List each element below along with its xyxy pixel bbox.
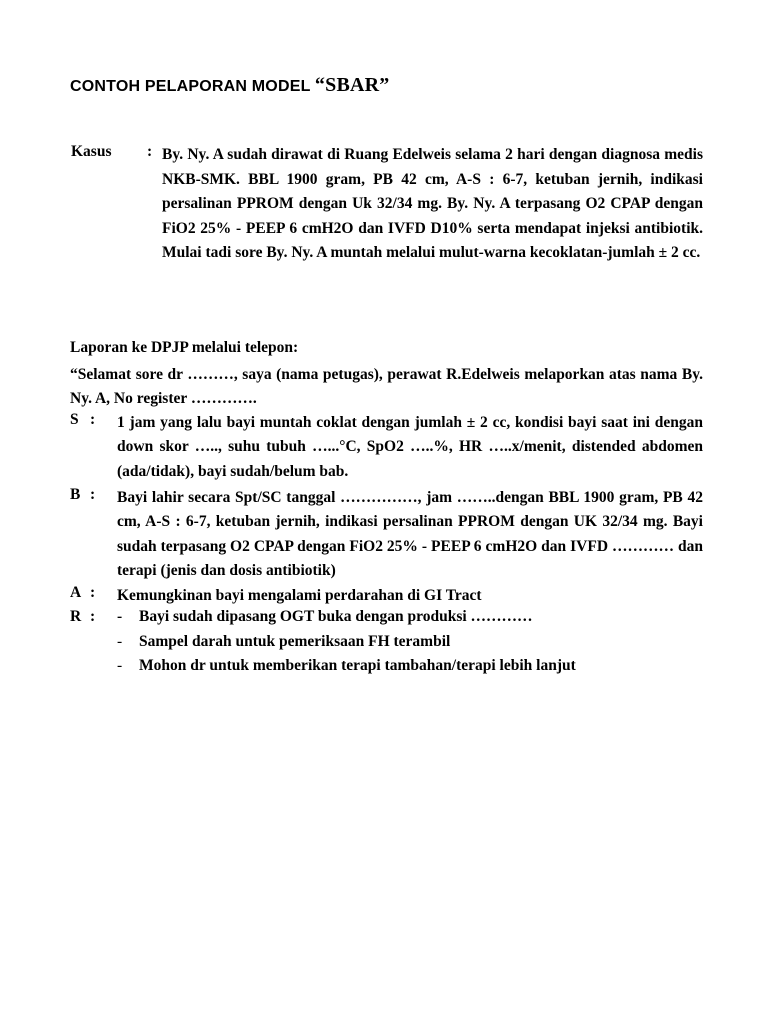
sbar-letter-a: A [70,584,82,601]
list-dash: - [117,608,123,625]
sbar-background-text: Bayi lahir secara Spt/SC tanggal ……………, jam ……..dengan BBL 1900 gram, PB 42 cm, A-S : 6-7, ketuban jernih, indikasi persalinan PPROM dengan UK 32/34 mg. Bayi sudah terpasang O2 CPAP dengan FiO2 25% - PEEP 6 cmH2O dan IVFD ………… dan terapi (jenis dan dosis antibiotik) [117,489,703,580]
sbar-letter-s: S [70,411,79,428]
recommendation-item-text: Sampel darah untuk pemeriksaan FH terambil [139,633,451,650]
laporan-title: Laporan ke DPJP melalui telepon: [70,339,299,356]
recommendation-item [117,657,576,675]
sbar-assessment-text: Kemungkinan bayi mengalami perdarahan di GI Tract [117,587,482,604]
sbar-sep-b: : [90,486,96,503]
sbar-sep-r: : [90,608,96,625]
recommendation-item [117,608,533,626]
kasus-label: Kasus [71,143,112,160]
sbar-letter-b: B [70,486,81,503]
sbar-sep-a: : [90,584,96,601]
list-dash: - [117,657,123,674]
document-title-emphasis: “SBAR” [314,74,390,96]
list-dash: - [117,633,123,650]
document-title [70,74,389,97]
sbar-letter-r: R [70,608,82,625]
recommendation-item [117,633,450,651]
sbar-situation-text: 1 jam yang lalu bayi muntah coklat dengan jumlah ± 2 cc, kondisi bayi saat ini dengan down skor ….., suhu tubuh …...°C, SpO2 …..%, HR …..x/menit, distended abdomen (ada/tidak), bayi sudah/belum bab. [117,414,703,480]
sbar-sep-s: : [90,411,96,428]
recommendation-item-text: Mohon dr untuk memberikan terapi tambahan/terapi lebih lanjut [139,657,576,674]
recommendation-item-text: Bayi sudah dipasang OGT buka dengan produksi ………… [139,608,533,625]
document-title-prefix: CONTOH PELAPORAN MODEL [70,78,315,95]
laporan-greeting: “Selamat sore dr ………, saya (nama petugas), perawat R.Edelweis melaporkan atas nama By. Ny. A, No register …………. [70,366,703,407]
kasus-colon: : [147,143,153,160]
kasus-text: By. Ny. A sudah dirawat di Ruang Edelweis selama 2 hari dengan diagnosa medis NKB-SMK. BBL 1900 gram, PB 42 cm, A-S : 6-7, ketuban jernih, indikasi persalinan PPROM dengan Uk 32/34 mg. By. Ny. A terpasang O2 CPAP dengan FiO2 25% - PEEP 6 cmH2O dan IVFD D10% serta mendapat injeksi antibiotik. Mulai tadi sore By. Ny. A muntah melalui mulut-warna kecoklatan-jumlah ± 2 cc. [162,146,703,262]
